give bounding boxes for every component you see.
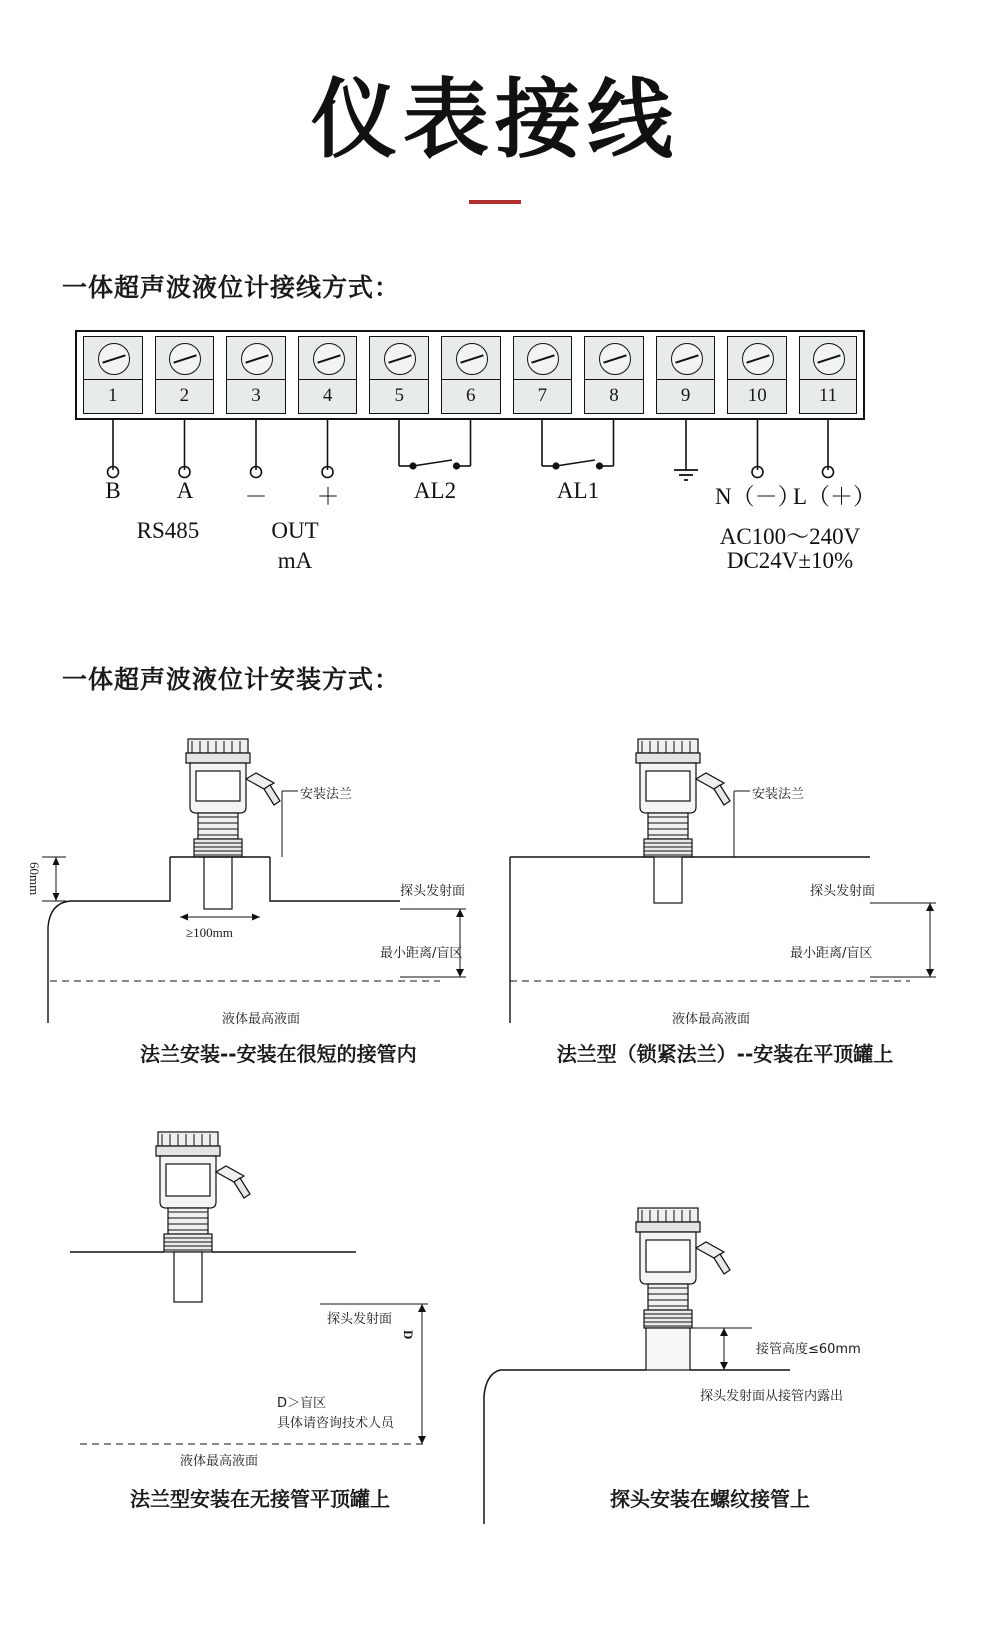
pin-label-b: B: [105, 478, 121, 503]
terminal-number: 4: [298, 380, 358, 414]
terminal-number: 7: [513, 380, 573, 414]
d2-caption: 法兰型（锁紧法兰）--安装在平顶罐上: [556, 1042, 894, 1066]
d2-label-flange: 安装法兰: [752, 787, 805, 802]
screw-housing: [584, 336, 644, 380]
screw-icon: [241, 343, 273, 375]
install-diagram-4: [480, 1200, 960, 1530]
terminal-11: [793, 332, 863, 418]
d3-label-emit-face: 探头发射面: [327, 1312, 393, 1327]
screw-housing: [226, 336, 286, 380]
terminal-9: [650, 332, 722, 418]
screw-housing: [513, 336, 573, 380]
screw-housing: [83, 336, 143, 380]
terminal-number: 1: [83, 380, 143, 414]
screw-icon: [671, 343, 703, 375]
pin-label-al2: AL2: [413, 478, 457, 503]
screw-icon: [527, 343, 559, 375]
group-label-ma: mA: [277, 548, 313, 573]
screw-icon: [98, 343, 130, 375]
install-diagram-3: [20, 1120, 490, 1460]
terminal-7: [507, 332, 579, 418]
terminal-number: 3: [226, 380, 286, 414]
group-label-ac: AC100～240V: [719, 524, 861, 549]
screw-housing: [155, 336, 215, 380]
terminal-1: [77, 332, 149, 418]
ground-icon: [674, 470, 698, 480]
terminal-4: [292, 332, 364, 418]
d1-label-height: 60mm: [27, 862, 42, 896]
install-diagram-2: [490, 725, 960, 1025]
d4-caption: 探头安装在螺纹接管上: [610, 1487, 810, 1511]
screw-housing: [727, 336, 787, 380]
terminal-number: 10: [727, 380, 787, 414]
screw-housing: [656, 336, 716, 380]
pin-label-al1: AL1: [556, 478, 600, 503]
section-heading-install: 一体超声波液位计安装方式：: [62, 665, 401, 694]
screw-icon: [456, 343, 488, 375]
pin-label-a: A: [176, 478, 194, 503]
screw-housing: [441, 336, 501, 380]
d3-label-d-mark: D: [401, 1330, 416, 1340]
pin-label-minus: －: [244, 484, 268, 509]
group-label-out: OUT: [271, 518, 319, 543]
screw-icon: [384, 343, 416, 375]
pin-label-l: L（＋）: [793, 484, 877, 509]
terminal-number: 2: [155, 380, 215, 414]
terminal-5: [363, 332, 435, 418]
d2-label-emit-face: 探头发射面: [810, 884, 876, 899]
screw-icon: [813, 343, 845, 375]
d4-label-note: 探头发射面从接管内露出: [700, 1389, 844, 1404]
terminal-number: 9: [656, 380, 716, 414]
section-heading-wiring: 一体超声波液位计接线方式：: [62, 273, 401, 302]
d1-label-blind: 最小距离/盲区: [380, 946, 463, 961]
screw-icon: [313, 343, 345, 375]
terminal-2: [149, 332, 221, 418]
terminal-8: [578, 332, 650, 418]
d3-label-liquid: 液体最高液面: [180, 1454, 259, 1469]
screw-housing: [298, 336, 358, 380]
d1-caption: 法兰安装--安装在很短的接管内: [140, 1042, 417, 1066]
page-title: 仪表接线: [311, 70, 679, 170]
terminal-number: 5: [369, 380, 429, 414]
install-diagram-1: [20, 725, 490, 1025]
title-underline-rule: [469, 200, 521, 204]
terminal-10: [721, 332, 793, 418]
screw-housing: [799, 336, 857, 380]
d3-label-note2: 具体请咨询技术人员: [277, 1416, 395, 1431]
screw-housing: [369, 336, 429, 380]
d3-caption: 法兰型安装在无接管平顶罐上: [130, 1487, 390, 1511]
terminal-block: [75, 330, 865, 420]
screw-icon: [169, 343, 201, 375]
terminal-number: 6: [441, 380, 501, 414]
pin-label-plus: ＋: [316, 484, 340, 509]
screw-icon: [599, 343, 631, 375]
screw-icon: [742, 343, 774, 375]
d2-label-blind: 最小距离/盲区: [790, 946, 873, 961]
terminal-6: [435, 332, 507, 418]
d4-label-pipe-height: 接管高度≤60mm: [756, 1342, 861, 1357]
group-label-dc: DC24V±10%: [726, 548, 854, 573]
group-label-rs485: RS485: [136, 518, 200, 543]
d1-label-liquid: 液体最高液面: [222, 1012, 301, 1027]
pin-label-n: N（－）: [715, 484, 801, 509]
d2-label-liquid: 液体最高液面: [672, 1012, 751, 1027]
d1-label-emit-face: 探头发射面: [400, 884, 466, 899]
d1-label-flange: 安装法兰: [300, 787, 353, 802]
terminal-number: 11: [799, 380, 857, 414]
d3-label-note1: D＞盲区: [277, 1396, 327, 1411]
d1-label-width: ≥100mm: [186, 925, 233, 940]
terminal-number: 8: [584, 380, 644, 414]
terminal-3: [220, 332, 292, 418]
